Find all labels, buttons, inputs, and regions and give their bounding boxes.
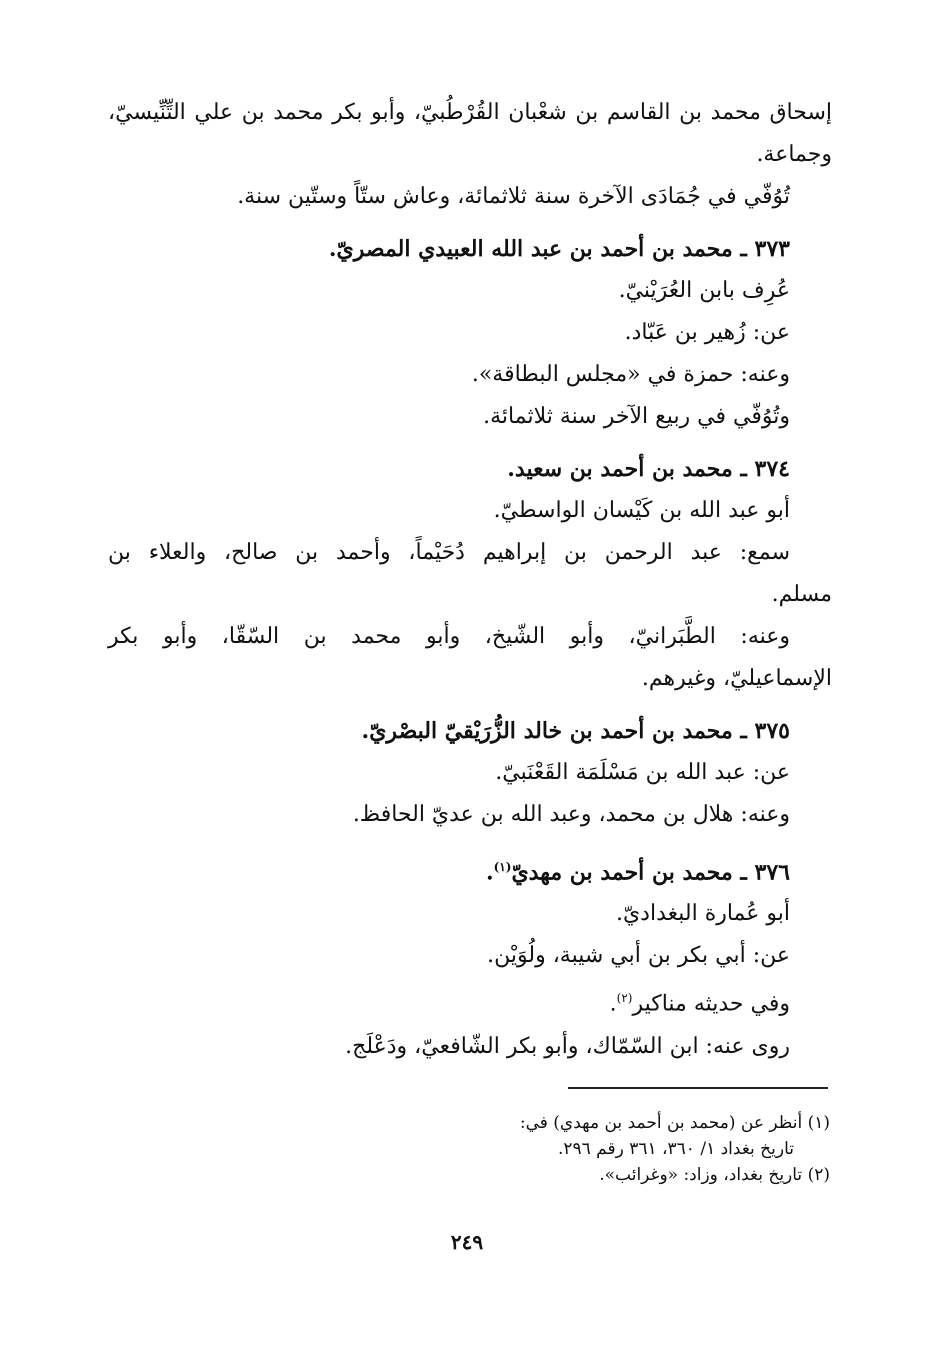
footnote-1-continued: تاريخ بغداد ١/ ٣٦٠، ٣٦١ رقم ٢٩٦.	[557, 1139, 794, 1159]
text-line: تُوُفّي في جُمَادَى الآخرة سنة ثلاثمائة، وعاش ستّاً وستّين سنة.	[237, 184, 790, 209]
entry-heading-376	[108, 846, 832, 893]
text-line: عن: أبي بكر بن أبي شيبة، ولُوَيْن.	[487, 943, 790, 969]
text-line: أبو عُمارة البغداديّ.	[615, 901, 790, 927]
footnotes	[430, 1110, 830, 1188]
page-number: ٢٤٩	[450, 1230, 484, 1254]
entry-number: ٣٧٦	[754, 859, 790, 886]
entry-heading-374	[108, 448, 832, 490]
footnote-separator	[568, 1087, 828, 1089]
text-line: الإسماعيليّ، وغيرهم.	[641, 666, 832, 691]
text-line: وعنه: الطَّبَرانيّ، وأبو الشّيخ، وأبو محمد بن السّقّا، وأبو بكر	[108, 624, 790, 649]
entry-dash: ـ	[740, 718, 747, 744]
footnote-text: أنظر عن (محمد بن أحمد بن مهدي) في:	[519, 1113, 803, 1133]
footnote-ref-2[interactable]: (٢)	[616, 991, 633, 1006]
text-line: إسحاق محمد بن القاسم بن شعْبان القُرْطُبيّ، وأبو بكر محمد بن علي التِّنِّيسيّ،	[108, 100, 832, 125]
text-line-with-ref: وفي حديثه مناكير$^{(٢)}$.	[609, 991, 790, 1017]
entry-heading-373	[108, 228, 832, 270]
entry-number: ٣٧٣	[754, 236, 790, 262]
text-line: وعنه: هلال بن محمد، وعبد الله بن عديّ الحافظ.	[352, 802, 790, 827]
entry-title: محمد بن أحمد بن خالد الزُّرَيْقيّ البصْريّ.	[361, 718, 733, 744]
footnote-1	[430, 1110, 830, 1136]
text-line: عن: زُهير بن عَبّاد.	[624, 320, 790, 345]
text-line: عُرِف بابن العُرَيْنيّ.	[618, 278, 790, 303]
footnote-2	[430, 1162, 830, 1188]
text-line: وجماعة.	[756, 142, 832, 167]
entry-dash: ـ	[740, 859, 747, 886]
footnote-text: تاريخ بغداد، وزاد: «وغرائب».	[599, 1165, 803, 1185]
entry-number: ٣٧٤	[754, 456, 790, 482]
main-text	[108, 92, 832, 1068]
footnote-marker: (١)	[807, 1113, 830, 1133]
text-span: وفي حديثه مناكير	[632, 991, 790, 1017]
entry-number: ٣٧٥	[754, 718, 790, 744]
entry-dash: ـ	[740, 456, 747, 482]
text-line: أبو عبد الله بن كَيْسان الواسطيّ.	[493, 498, 790, 523]
text-line: عن: عبد الله بن مَسْلَمَة القَعْنَبيّ.	[495, 760, 790, 785]
footnote-marker: (٢)	[807, 1165, 830, 1185]
footnote-ref-1[interactable]: (١)	[493, 860, 512, 874]
text-line: وعنه: حمزة في «مجلس البطاقة».	[471, 362, 790, 387]
text-line: سمع: عبد الرحمن بن إبراهيم دُحَيْماً، وأحمد بن صالح، والعلاء بن	[108, 540, 790, 565]
entry-title: محمد بن أحمد بن عبد الله العبيدي المصريّ.	[328, 236, 733, 262]
entry-title: محمد بن أحمد بن مهديّ	[511, 859, 733, 886]
entry-title: محمد بن أحمد بن سعيد.	[507, 456, 733, 482]
text-line: وتُوُفّي في ربيع الآخر سنة ثلاثمائة.	[483, 404, 790, 429]
text-line: روى عنه: ابن السّمّاك، وأبو بكر الشّافعيّ، ودَعْلَج.	[345, 1033, 790, 1059]
entry-heading-375	[108, 710, 832, 752]
text-line: مسلم.	[771, 582, 832, 607]
entry-title-end: .	[485, 859, 494, 886]
entry-dash: ـ	[740, 236, 747, 262]
